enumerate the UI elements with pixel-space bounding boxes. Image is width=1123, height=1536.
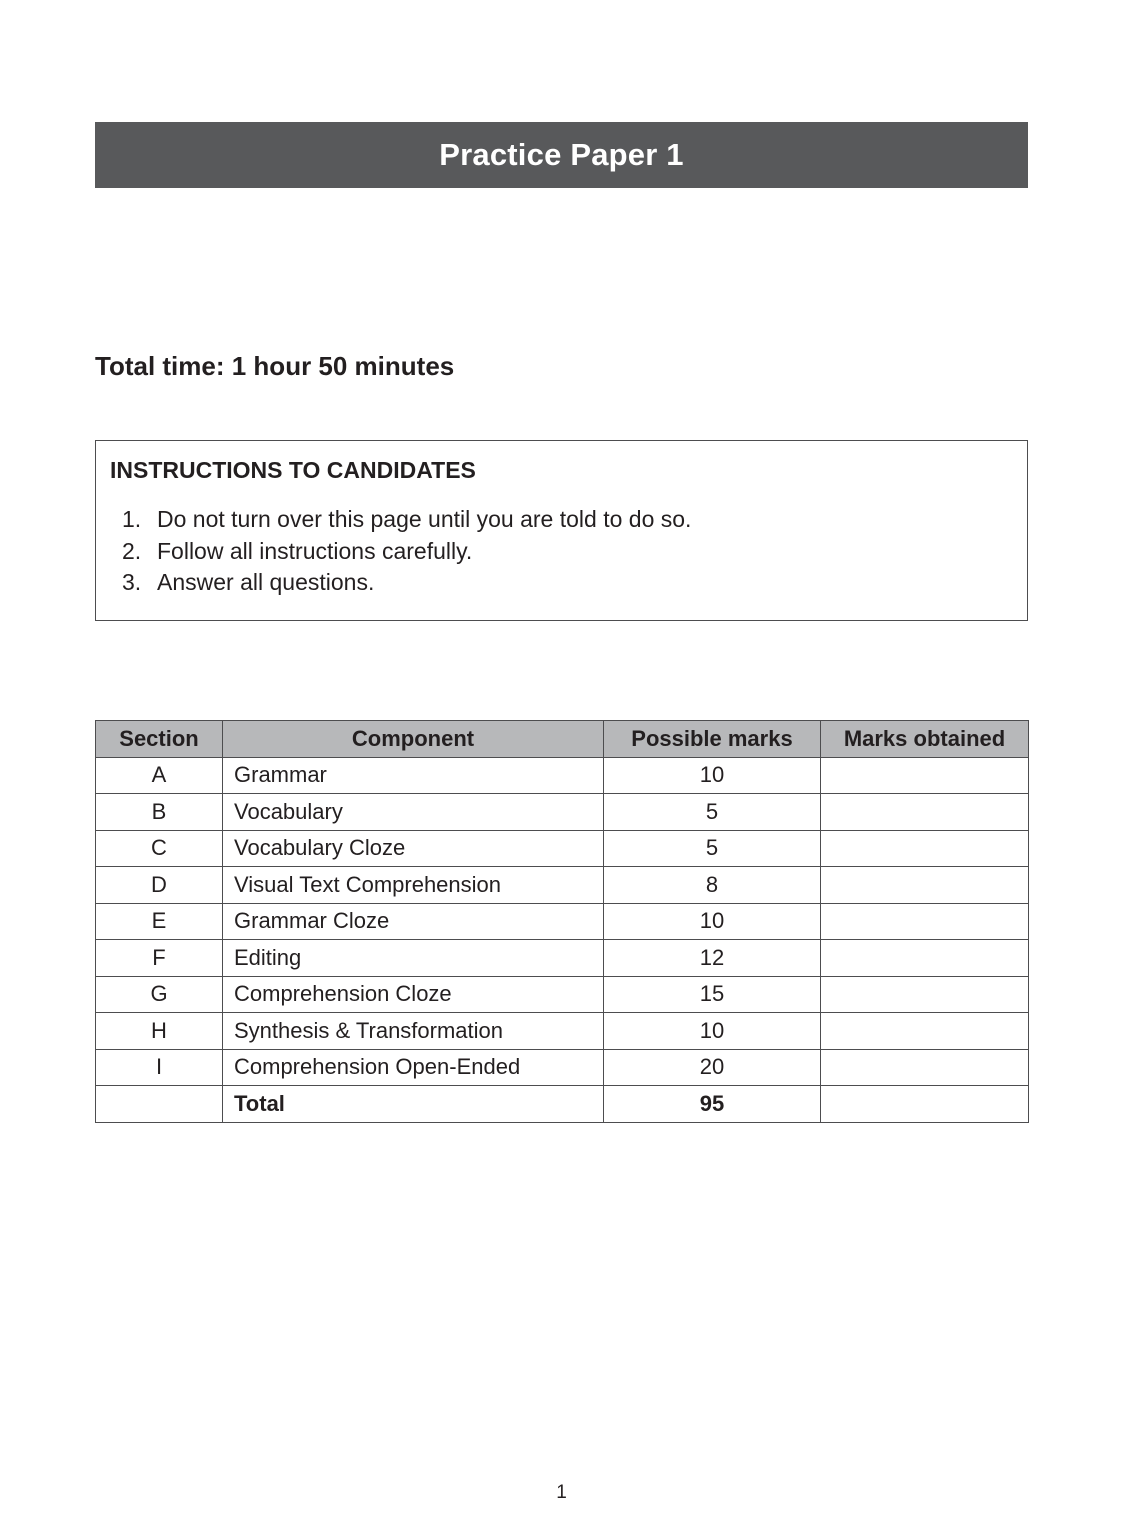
- page-number: 1: [556, 1482, 567, 1503]
- marks-table: [95, 720, 1029, 1123]
- table-row: [96, 757, 1029, 794]
- section-cell: G: [96, 976, 223, 1013]
- section-cell: A: [96, 757, 223, 794]
- marks-obtained-cell: [821, 1049, 1029, 1086]
- marks-obtained-cell: [821, 830, 1029, 867]
- component-cell: Grammar Cloze: [223, 903, 604, 940]
- section-cell: B: [96, 794, 223, 831]
- marks-obtained-cell: [821, 976, 1029, 1013]
- table-row: [96, 903, 1029, 940]
- table-header-row: [96, 721, 1029, 758]
- possible-marks-cell: 10: [604, 903, 821, 940]
- section-cell: H: [96, 1013, 223, 1050]
- component-cell: Comprehension Open-Ended: [223, 1049, 604, 1086]
- table-row: [96, 940, 1029, 977]
- table-row: [96, 867, 1029, 904]
- possible-marks-cell: 8: [604, 867, 821, 904]
- header-marks-obtained: Marks obtained: [821, 721, 1029, 758]
- component-cell: Comprehension Cloze: [223, 976, 604, 1013]
- table-row: [96, 1013, 1029, 1050]
- section-cell: I: [96, 1049, 223, 1086]
- marks-obtained-cell: [821, 1013, 1029, 1050]
- component-cell: Vocabulary: [223, 794, 604, 831]
- component-cell: Synthesis & Transformation: [223, 1013, 604, 1050]
- marks-obtained-cell: [821, 1086, 1029, 1123]
- table-total-row: [96, 1086, 1029, 1123]
- table-row: [96, 976, 1029, 1013]
- header-possible-marks: Possible marks: [604, 721, 821, 758]
- instruction-number: 3.: [122, 569, 142, 595]
- possible-marks-cell: 5: [604, 794, 821, 831]
- component-cell: Editing: [223, 940, 604, 977]
- instructions-box: [95, 440, 1028, 621]
- instruction-number: 1.: [122, 506, 142, 532]
- instruction-item: [110, 567, 1011, 599]
- marks-obtained-cell: [821, 940, 1029, 977]
- header-section: Section: [96, 721, 223, 758]
- section-cell: [96, 1086, 223, 1123]
- possible-marks-cell: 12: [604, 940, 821, 977]
- section-cell: E: [96, 903, 223, 940]
- table-row: [96, 830, 1029, 867]
- section-cell: C: [96, 830, 223, 867]
- table-row: [96, 794, 1029, 831]
- header-bar: [95, 122, 1028, 188]
- table-row: [96, 1049, 1029, 1086]
- instruction-item: [110, 504, 1011, 536]
- section-cell: F: [96, 940, 223, 977]
- total-marks-cell: 95: [604, 1086, 821, 1123]
- instruction-text: Answer all questions.: [157, 569, 375, 595]
- possible-marks-cell: 5: [604, 830, 821, 867]
- marks-obtained-cell: [821, 757, 1029, 794]
- possible-marks-cell: 10: [604, 1013, 821, 1050]
- section-cell: D: [96, 867, 223, 904]
- component-cell: Vocabulary Cloze: [223, 830, 604, 867]
- component-cell: Grammar: [223, 757, 604, 794]
- instruction-text: Do not turn over this page until you are told to do so.: [157, 506, 692, 532]
- instruction-number: 2.: [122, 537, 142, 564]
- possible-marks-cell: 10: [604, 757, 821, 794]
- page-title: Practice Paper 1: [439, 137, 684, 172]
- total-label-cell: Total: [223, 1086, 604, 1123]
- possible-marks-cell: 15: [604, 976, 821, 1013]
- total-time-heading: Total time: 1 hour 50 minutes: [95, 351, 455, 381]
- header-component: Component: [223, 721, 604, 758]
- marks-obtained-cell: [821, 903, 1029, 940]
- instruction-text: Follow all instructions carefully.: [157, 537, 473, 564]
- component-cell: Visual Text Comprehension: [223, 867, 604, 904]
- possible-marks-cell: 20: [604, 1049, 821, 1086]
- instruction-item: [110, 536, 1011, 568]
- instructions-title: INSTRUCTIONS TO CANDIDATES: [110, 457, 476, 483]
- marks-obtained-cell: [821, 867, 1029, 904]
- marks-obtained-cell: [821, 794, 1029, 831]
